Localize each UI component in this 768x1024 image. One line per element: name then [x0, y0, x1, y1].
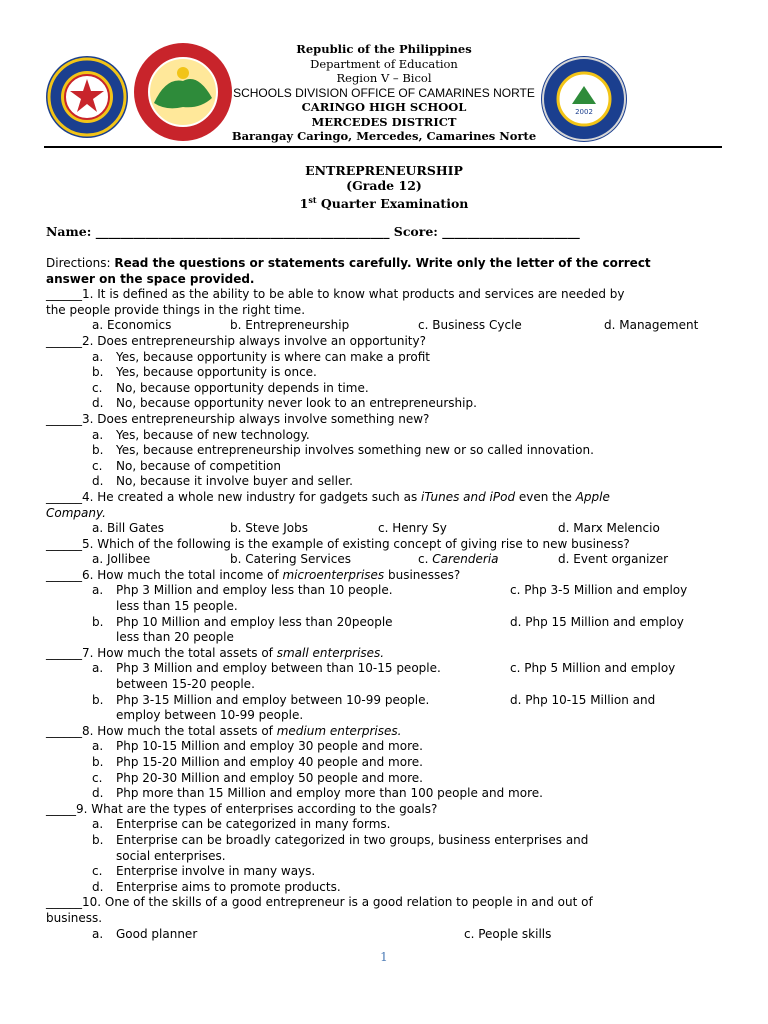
q4-choice-d: d. Marx Melencio [558, 521, 660, 536]
exam-ordinal: st [308, 195, 317, 205]
q9-choice-d [46, 880, 726, 896]
choice-text: Yes, because of new technology. [116, 427, 310, 442]
choice-text: Php 3 Million and employ less than 10 people. [116, 583, 393, 598]
question-8-text: 8. How much the total assets of [82, 723, 277, 738]
choice-letter: c. [92, 380, 103, 395]
choice-letter: b. [92, 443, 104, 458]
name-field[interactable]: _______________________________________________ [95, 224, 390, 239]
q1-choices [46, 318, 726, 334]
q4-choices [46, 521, 726, 537]
header-division: SCHOOLS DIVISION OFFICE OF CAMARINES NORTE [233, 85, 535, 100]
q6-choice-a-cont: less than 15 people. [116, 599, 238, 614]
choice-letter: a. [92, 817, 104, 832]
question-3-text: 3. Does entrepreneurship always involve something new? [82, 411, 430, 426]
choice-text: Php 3-15 Million and employ between 10-99 people. [116, 692, 430, 707]
choice-text: No, because it involve buyer and seller. [116, 474, 353, 489]
answer-blank-5[interactable]: ______ [46, 536, 82, 551]
q4-italic-company: Company. [46, 505, 106, 520]
q8-italic: medium enterprises. [276, 723, 402, 738]
question-1 [46, 287, 726, 303]
choice-letter: c. [92, 864, 103, 879]
q7-choice-a-cont: between 15-20 people. [116, 677, 255, 692]
q7-choice-a [46, 661, 726, 677]
q6-choice-b-cont: less than 20 people [116, 630, 234, 645]
answer-blank-4[interactable]: ______ [46, 489, 82, 504]
q4-italic-products: iTunes and iPod [421, 489, 516, 504]
choice-letter: b. [92, 832, 104, 847]
q4-italic-apple: Apple [575, 489, 610, 504]
exam-body [46, 256, 726, 942]
question-9-text: 9. What are the types of enterprises according to the goals? [76, 801, 438, 816]
answer-blank-9[interactable]: _____ [46, 801, 76, 816]
letterhead [0, 42, 768, 144]
q4-text-mid: even the [515, 489, 576, 504]
answer-blank-8[interactable]: ______ [46, 723, 82, 738]
directions-text: Read the questions or statements carefully. Write only the letter of the correct [114, 256, 651, 270]
q7-choice-d: d. Php 10-15 Million and [510, 692, 656, 707]
header-district: MERCEDES DISTRICT [311, 114, 457, 129]
header-divider [44, 146, 722, 148]
answer-blank-10[interactable]: ______ [46, 895, 82, 910]
question-6 [46, 568, 726, 584]
score-field[interactable]: ______________________ [442, 224, 580, 239]
q10-choice-a [46, 927, 726, 943]
choice-letter: a. [92, 926, 104, 941]
choice-letter: a. [92, 349, 104, 364]
choice-text: Php 15-20 Million and employ 40 people and more. [116, 755, 423, 769]
q8-choice-d [46, 786, 726, 802]
directions-line1 [46, 256, 726, 272]
question-5 [46, 537, 726, 553]
name-label: Name: [46, 224, 92, 239]
question-1-text: 1. It is defined as the ability to be able to know what products and services are needed by [82, 287, 625, 302]
question-10-cont: business. [46, 910, 103, 925]
choice-text: Good planner [116, 926, 198, 941]
choice-letter: a. [92, 661, 104, 676]
q7-choice-b [46, 693, 726, 709]
q8-choice-a [46, 739, 726, 755]
choice-text: No, because opportunity never look to an entrepreneurship. [116, 396, 477, 411]
title-subject: ENTREPRENEURSHIP [305, 163, 463, 178]
page-number: 1 [380, 950, 388, 964]
directions-line2: answer on the space provided. [46, 271, 255, 286]
question-2 [46, 334, 726, 350]
question-1-cont: the people provide things in the right time. [46, 302, 306, 317]
choice-letter: a. [92, 583, 104, 598]
choice-letter: d. [92, 396, 104, 411]
choice-text: Enterprise aims to promote products. [116, 879, 341, 894]
header-school: CARINGO HIGH SCHOOL [301, 100, 467, 114]
choice-text: No, because opportunity depends in time. [116, 380, 369, 395]
choice-text: Yes, because opportunity is once. [116, 365, 317, 380]
q5-choice-c-text: Carenderia [432, 552, 499, 567]
score-label: Score: [393, 224, 438, 239]
choice-letter: c. [92, 770, 103, 785]
q6-text-end: businesses? [384, 567, 461, 582]
q4-choice-a: a. Bill Gates [92, 521, 165, 536]
exam-label: Quarter Examination [316, 196, 469, 212]
question-8 [46, 724, 726, 740]
q2-choice-c [46, 381, 726, 397]
directions-label: Directions: [46, 256, 115, 270]
q8-choice-b [46, 755, 726, 771]
q4-choice-b: b. Steve Jobs [230, 521, 308, 536]
choice-letter: a. [92, 427, 104, 442]
school-seal-year: 2002 [575, 108, 593, 116]
question-9 [46, 802, 726, 818]
header-department: Department of Education [310, 56, 458, 71]
question-3 [46, 412, 726, 428]
q3-choice-b [46, 443, 726, 459]
q1-choice-b: b. Entrepreneurship [230, 318, 350, 333]
answer-blank-2[interactable]: ______ [46, 333, 82, 348]
choice-text: No, because of competition [116, 458, 281, 473]
q7-italic: small enterprises. [276, 645, 385, 660]
q3-choice-c [46, 459, 726, 475]
choice-letter: a. [92, 739, 104, 754]
q5-choice-a: a. Jollibee [92, 552, 151, 567]
answer-blank-7[interactable]: ______ [46, 645, 82, 660]
q3-choice-a [46, 428, 726, 444]
q2-choice-b [46, 365, 726, 381]
question-10-text: 10. One of the skills of a good entrepreneur is a good relation to people in and out of [82, 895, 593, 910]
q4-choice-c: c. Henry Sy [378, 521, 447, 536]
header-region: Region V – Bicol [336, 71, 432, 85]
choice-letter: d. [92, 879, 104, 894]
q5-choice-c-letter: c. [418, 552, 433, 567]
question-2-text: 2. Does entrepreneurship always involve an opportunity? [82, 333, 426, 348]
q6-choice-d: d. Php 15 Million and employ [510, 614, 684, 629]
header-address: Barangay Caringo, Mercedes, Camarines Norte [231, 129, 537, 143]
choice-text: Yes, because entrepreneurship involves something new or so called innovation. [116, 443, 594, 458]
choice-text: Php more than 15 Million and employ more than 100 people and more. [116, 786, 543, 801]
choice-letter: b. [92, 365, 104, 380]
name-score-row [46, 224, 580, 239]
q6-choice-b [46, 615, 726, 631]
title-exam [0, 193, 768, 211]
choice-letter: d. [92, 474, 104, 489]
header-republic: Republic of the Philippines [296, 42, 472, 56]
q8-choice-c [46, 771, 726, 787]
choice-text: Php 3 Million and employ between than 10-15 people. [116, 661, 441, 676]
q9-choice-a [46, 817, 726, 833]
q7-choice-b-cont: employ between 10-99 people. [116, 708, 304, 723]
choice-letter: b. [92, 755, 104, 769]
q9-choice-b-cont: social enterprises. [116, 848, 226, 863]
choice-text: Php 20-30 Million and employ 50 people and more. [116, 770, 423, 785]
q7-choice-c: c. Php 5 Million and employ [510, 661, 676, 676]
choice-letter: b. [92, 692, 104, 707]
choice-letter: c. [92, 458, 103, 473]
choice-text: Php 10-15 Million and employ 30 people and more. [116, 739, 423, 754]
choice-text: Yes, because opportunity is where can make a profit [116, 349, 430, 364]
question-7 [46, 646, 726, 662]
choice-text: Php 10 Million and employ less than 20people [116, 614, 393, 629]
answer-blank-3[interactable]: ______ [46, 411, 82, 426]
question-4-text: 4. He created a whole new industry for gadgets such as [82, 489, 422, 504]
question-7-text: 7. How much the total assets of [82, 645, 277, 660]
q9-choice-b [46, 833, 726, 849]
q2-choice-a [46, 350, 726, 366]
question-6-text: 6. How much the total income of [82, 567, 283, 582]
choice-letter: b. [92, 614, 104, 629]
question-5-text: 5. Which of the following is the example of existing concept of giving rise to new business? [82, 536, 630, 551]
q5-choice-d: d. Event organizer [558, 552, 669, 567]
q1-choice-c: c. Business Cycle [418, 318, 522, 333]
q10-choice-c: c. People skills [464, 926, 552, 941]
question-4 [46, 490, 726, 506]
question-10 [46, 895, 726, 911]
q2-choice-d [46, 396, 726, 412]
q1-choice-a: a. Economics [92, 318, 172, 333]
choice-text: Enterprise involve in many ways. [116, 864, 316, 879]
choice-text: Enterprise can be broadly categorized in two groups, business enterprises and [116, 832, 589, 847]
q1-choice-d: d. Management [604, 318, 699, 333]
question-4-cont [46, 506, 726, 522]
q5-choice-b: b. Catering Services [230, 552, 351, 567]
exam-title [0, 163, 768, 211]
q6-italic: microenterprises [282, 567, 385, 582]
q6-choice-a [46, 583, 726, 599]
q9-choice-c [46, 864, 726, 880]
q3-choice-d [46, 474, 726, 490]
q5-choice-c [418, 552, 499, 568]
exam-number: 1 [299, 196, 309, 212]
choice-letter: d. [92, 786, 104, 801]
choice-text: Enterprise can be categorized in many forms. [116, 817, 391, 832]
title-grade: (Grade 12) [346, 178, 422, 193]
answer-blank-6[interactable]: ______ [46, 567, 82, 582]
q6-choice-c: c. Php 3-5 Million and employ [510, 583, 688, 598]
answer-blank-1[interactable]: ______ [46, 287, 82, 302]
q5-choices [46, 552, 726, 568]
